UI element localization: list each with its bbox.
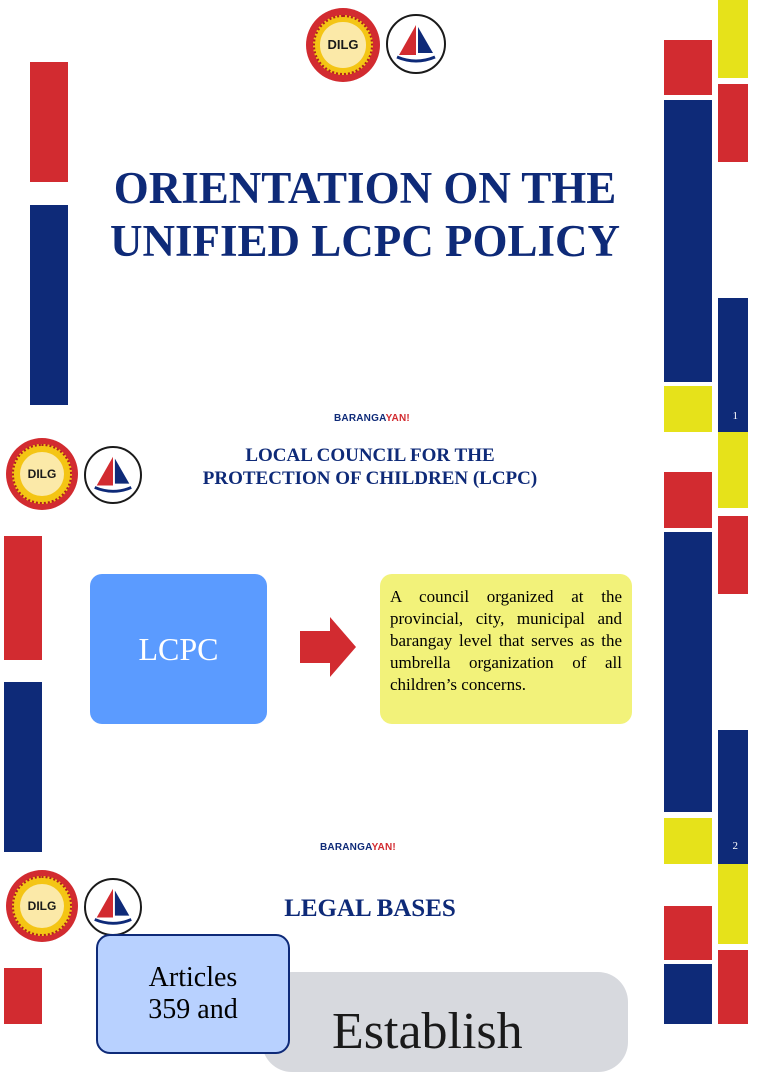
left-red-bar — [4, 968, 42, 1024]
page-number: 2 — [732, 840, 738, 852]
right-red-bar — [664, 906, 712, 960]
right-red-bar — [664, 472, 712, 528]
slide-3 — [0, 864, 768, 1060]
left-red-bar — [4, 536, 42, 660]
left-navy-bar — [4, 682, 42, 852]
barangayan-brand: BARANGAYAN! — [334, 413, 410, 424]
nbos-logo — [84, 446, 142, 504]
article-line-1: Articles — [148, 962, 238, 993]
dilg-logo: DILG — [6, 438, 78, 510]
lcpc-box — [90, 574, 267, 724]
sailboat-icon — [89, 451, 137, 499]
right-red-bar-2 — [718, 84, 748, 162]
right-navy-bar — [664, 964, 712, 1024]
right-navy-bar — [664, 100, 712, 382]
slide-title: LEGAL BASES — [284, 895, 456, 922]
right-red-bar-2 — [718, 950, 748, 1024]
slide-1 — [0, 0, 768, 432]
right-yellow-bar — [718, 432, 748, 508]
right-yellow-bar — [718, 0, 748, 78]
slide-title: LOCAL COUNCIL FOR THE PROTECTION OF CHILDREN (LCPC) — [202, 445, 538, 489]
slide-2 — [0, 432, 768, 864]
nbos-logo — [386, 14, 446, 74]
sailboat-icon — [89, 883, 137, 931]
right-arrow-icon — [300, 617, 356, 677]
page-number: 1 — [732, 410, 738, 422]
sailboat-icon — [391, 19, 441, 69]
barangayan-brand: BARANGAYAN! — [320, 842, 396, 853]
article-box — [96, 934, 290, 1054]
article-line-2: 359 and — [148, 994, 238, 1025]
slide-title: ORIENTATION ON THE UNIFIED LCPC POLICY — [109, 163, 621, 266]
lcpc-label: LCPC — [138, 630, 219, 667]
right-red-bar-2 — [718, 516, 748, 594]
right-yellow-bar-2 — [664, 386, 712, 432]
definition-box — [380, 574, 632, 724]
dilg-logo: DILG — [6, 870, 78, 942]
definition-text: A council organized at the provincial, city, municipal and barangay level that serves as the umbrella organization of all children’s concerns. — [390, 587, 622, 694]
nbos-logo — [84, 878, 142, 936]
right-yellow-bar — [718, 864, 748, 944]
right-navy-bar — [664, 532, 712, 812]
right-red-bar — [664, 40, 712, 95]
dilg-logo: DILG — [306, 8, 380, 82]
legal-basis-description-box — [262, 972, 628, 1072]
description-text: Establish — [332, 1003, 523, 1060]
right-yellow-bar-2 — [664, 818, 712, 864]
